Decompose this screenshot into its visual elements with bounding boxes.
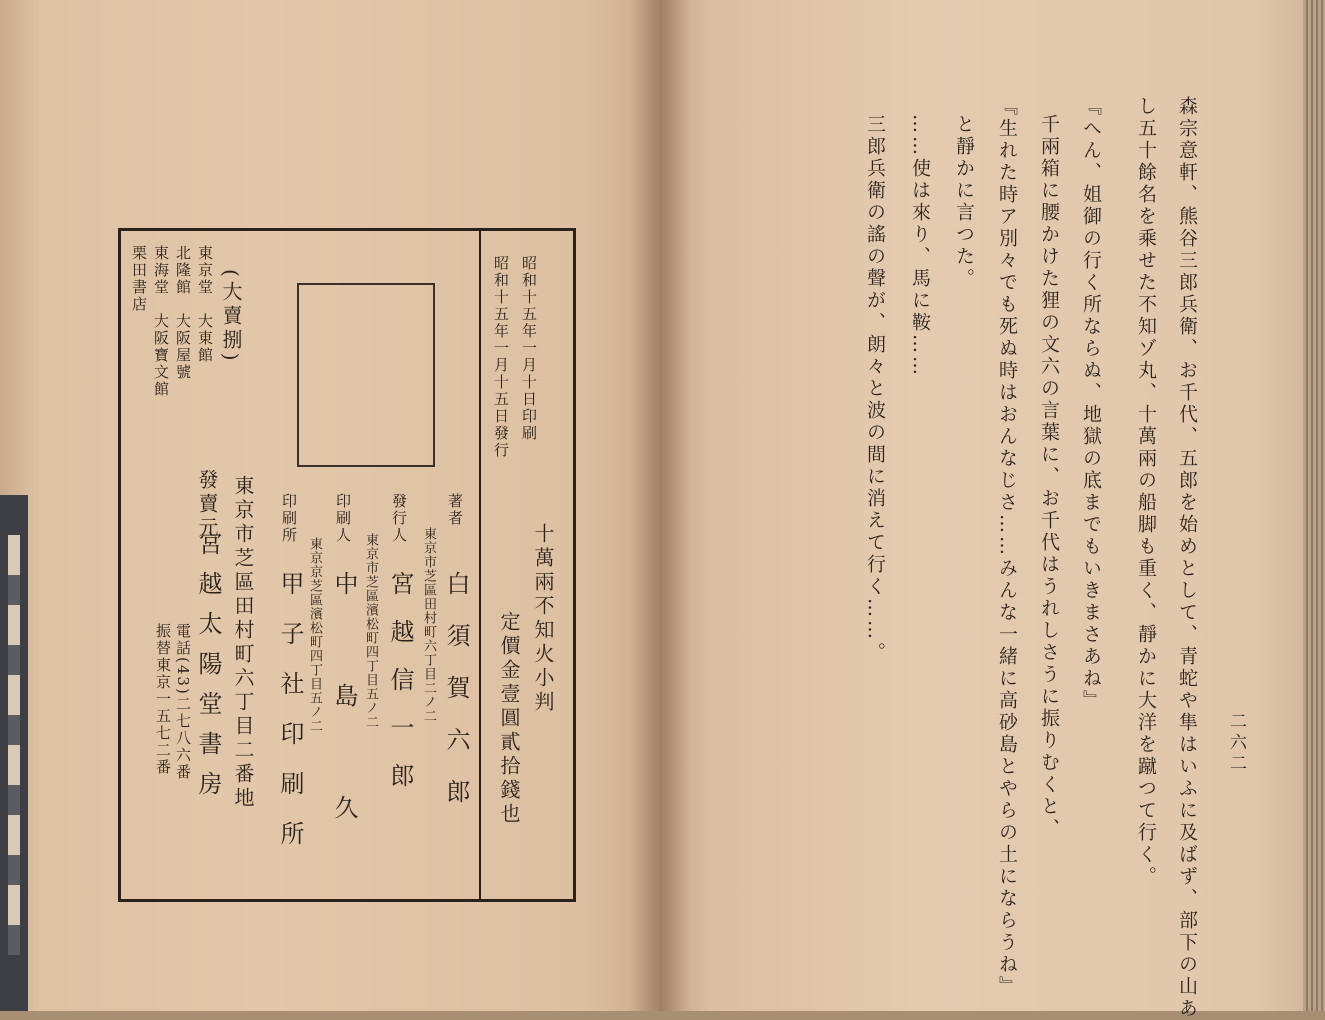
cover-edge (0, 495, 28, 1011)
print-shop-name: 甲子社印刷所 (276, 571, 304, 871)
book-gutter (630, 0, 690, 1011)
seller-address: 東京市芝區田村町六丁目二番地 (231, 475, 255, 811)
print-date: 昭和十五年一月十日印刷 (520, 255, 538, 442)
wholesale-col3: 東海堂 大阪寶文館 (152, 245, 170, 398)
print-shop-label: 印刷所 (280, 493, 298, 544)
printer-name: 中島久 (330, 571, 358, 907)
body-line-7: ……使は來り、馬に鞍…… (909, 114, 931, 378)
book-title: 十萬兩不知火小判 (531, 523, 555, 715)
page-edges (1303, 0, 1325, 1011)
printer-label: 印刷人 (334, 493, 352, 544)
colophon-box (118, 228, 576, 907)
printer-address: 東京京芝區濱松町四丁目五ノ二 (307, 537, 322, 733)
colophon-divider (479, 231, 481, 899)
book-price: 定價金壹圓貳拾錢也 (497, 611, 521, 827)
publisher-name: 宮越信一郎 (386, 571, 414, 811)
seller-transfer: 振替東京一五七二番 (154, 623, 172, 776)
body-line-3: 『へん、姐御の行く所ならぬ、地獄の底までもいきまさあね』 (1080, 96, 1102, 712)
right-page (660, 0, 1325, 1011)
page-number: 二六二 (1226, 712, 1246, 775)
wholesale-col2: 北隆館 大阪屋號 (174, 245, 192, 381)
seller-name: 宮越太陽堂書房 (194, 531, 222, 811)
issue-date: 昭和十五年一月十五日發行 (492, 255, 510, 459)
seller-phone: 電話(43)二七八六番 (174, 623, 192, 781)
body-line-6: と靜かに言つた。 (953, 114, 975, 290)
body-line-8: 三郎兵衛の謠の聲が、朗々と波の間に消えて行く……。 (864, 114, 886, 664)
author-name: 白須賀六郎 (442, 571, 470, 831)
body-line-4: 千兩箱に腰かけた狸の文六の言葉に、お千代はうれしさうに振りむくと、 (1038, 114, 1060, 840)
author-seal-box (297, 283, 435, 467)
body-line-1: 森宗意軒、熊谷三郎兵衛、お千代、五郎を始めとして、青蛇や隼はいふに及ばず、部下の山あ (1176, 96, 1198, 1020)
publisher-address: 東京市芝區濱松町四丁目五ノ二 (363, 533, 378, 729)
wholesale-col1: 東京堂 大東館 (196, 245, 214, 364)
wholesale-col4: 栗田書店 (130, 245, 148, 313)
author-address: 東京市芝區田村町六丁目二ノ二 (421, 527, 436, 723)
publisher-label: 發行人 (390, 493, 408, 544)
author-label: 著者 (446, 493, 464, 527)
body-line-5: 『生れた時ア別々でも死ぬ時はおんなじさ……みんな一緒に高砂島とやらの土にならうね』 (996, 96, 1018, 998)
wholesale-label: (大賣捌) (219, 269, 243, 365)
seller-label: 發賣元 (195, 469, 219, 541)
body-line-2: し五十餘名を乘せた不知ゾ丸、十萬兩の船脚も重く、靜かに大洋を蹴つて行く。 (1135, 96, 1157, 888)
